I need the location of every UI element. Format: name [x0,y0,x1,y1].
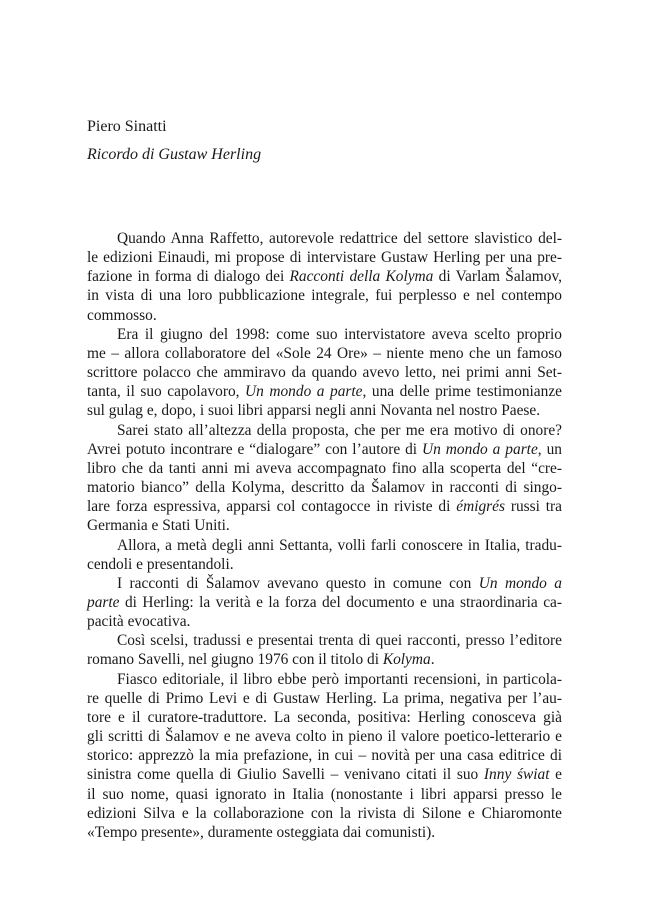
paragraph [87,631,562,669]
text-line [87,382,562,401]
text-run: gli scritti di Šalamov e ne aveva colto in pieno il valore poetico-letterario e [87,728,562,746]
author-name: Piero Sinatti [87,118,167,135]
text-line [87,536,562,555]
text-line [87,306,562,325]
text-line [87,421,562,440]
text-run: me – allora collaboratore del «Sole 24 Ore» – niente meno che un famoso [87,344,562,362]
text-run: in vista di una loro pubblicazione integrale, fui perplesso e nel contempo [87,287,562,305]
text-line [87,516,562,535]
text-run: Allora, a metà degli anni Settanta, volli farli conoscere in Italia, tradu- [117,536,562,554]
text-run: Quando Anna Raffetto, autorevole redattrice del settore slavistico del- [117,230,562,247]
text-run: sul gulag e, dopo, i suoi libri apparsi negli anni Novanta nel nostro Paese. [87,402,541,420]
text-line [87,746,562,765]
text-run: , un [537,440,562,458]
paragraph [87,325,562,421]
text-line [87,593,562,612]
text-line [87,708,562,727]
text-line [87,459,562,478]
text-line [87,325,562,344]
text-run: libro che da tanti anni mi aveva accompagnato fino alla scoperta del “cre- [87,459,562,477]
text-run: , una delle prime testimonianze [362,383,562,401]
italic-text: émigrés [456,498,505,516]
text-run: cendoli e presentandoli. [87,555,234,573]
text-run: tanta, il suo capolavoro, [87,383,246,401]
text-line [87,785,562,804]
text-run: le edizioni Einaudi, mi propose di intervistare Gustaw Herling per una pre- [87,249,562,267]
text-run: lare forza espressiva, apparsi col contagocce in riviste di [87,498,457,516]
text-line [87,612,562,631]
text-run: matorio bianco” della Kolyma, descritto da Šalamov in racconti di singo- [87,479,562,497]
text-line [87,631,562,650]
text-line [87,670,562,689]
text-line [87,229,562,248]
text-line [87,363,562,382]
text-run: di Varlam Šalamov, [433,268,562,286]
italic-text: Un mondo a parte [245,383,363,401]
text-run: . [430,651,435,669]
text-line [87,555,562,574]
body-text [87,229,562,842]
text-run: Avrei potuto incontrare e “dialogare” con l’autore di [87,440,423,458]
italic-text: Inny świat [483,766,550,784]
text-run: di Herling: la verità e la forza del documento e una straordinaria ca- [119,593,562,611]
text-run: pacità evocativa. [87,613,191,631]
text-run: scrittore polacco che ammiravo da quando avevo letto, nei primi anni Set- [87,364,562,382]
text-line [87,497,562,516]
text-line [87,478,562,497]
text-run: Germania e Stati Uniti. [87,517,230,535]
text-run: «Tempo presente», duramente osteggiata dai comunisti). [87,823,436,841]
italic-text: Un mondo a [478,574,562,592]
chapter-title: Ricordo di Gustaw Herling [87,146,262,163]
text-run: russi tra [504,498,562,516]
text-line [87,574,562,593]
text-line [87,344,562,363]
text-run: Fiasco editoriale, il libro ebbe però importanti recensioni, in particola- [117,670,562,688]
text-line [87,267,562,286]
text-run: I racconti di Šalamov avevano questo in comune con [117,574,479,592]
paragraph [87,670,562,842]
text-run: Era il giugno del 1998: come suo intervistatore aveva scelto proprio [117,325,562,343]
text-line [87,650,562,669]
text-run: fazione in forma di dialogo dei [87,268,290,286]
italic-text: Un mondo a parte [422,440,538,458]
paragraph [87,574,562,631]
italic-text: Racconti della Kolyma [289,268,434,286]
text-line [87,440,562,459]
text-line [87,804,562,823]
text-line [87,286,562,305]
text-line [87,765,562,784]
text-run: commosso. [87,306,157,324]
paragraph [87,536,562,574]
text-run: e [549,766,562,784]
text-run: sinistra come quella di Giulio Savelli – venivano citati il suo [87,766,484,784]
text-run: Sarei stato all’altezza della proposta, che per me era motivo di onore? [117,421,562,439]
text-line [87,727,562,746]
text-run: Così scelsi, tradussi e presentai trenta di quei racconti, presso l’editore [117,632,562,650]
text-run: romano Savelli, nel giugno 1976 con il titolo di [87,651,383,669]
italic-text: parte [87,593,120,611]
text-run: storico: apprezzò la mia prefazione, in cui – novità per una casa editrice di [87,747,562,765]
paragraph [87,421,562,536]
text-line [87,401,562,420]
text-run: edizioni Silva e la collaborazione con la rivista di Silone e Chiaromonte [87,804,562,822]
italic-text: Kolyma [382,651,431,669]
text-line [87,689,562,708]
text-line [87,248,562,267]
text-run: re quelle di Primo Levi e di Gustaw Herling. La prima, negativa per l’au- [87,689,562,707]
text-run: il suo nome, quasi ignorato in Italia (nonostante i libri apparsi presso le [87,785,562,803]
text-line [87,823,562,842]
text-run: tore e il curatore-traduttore. La seconda, positiva: Herling conosceva già [87,708,562,726]
paragraph [87,229,562,325]
